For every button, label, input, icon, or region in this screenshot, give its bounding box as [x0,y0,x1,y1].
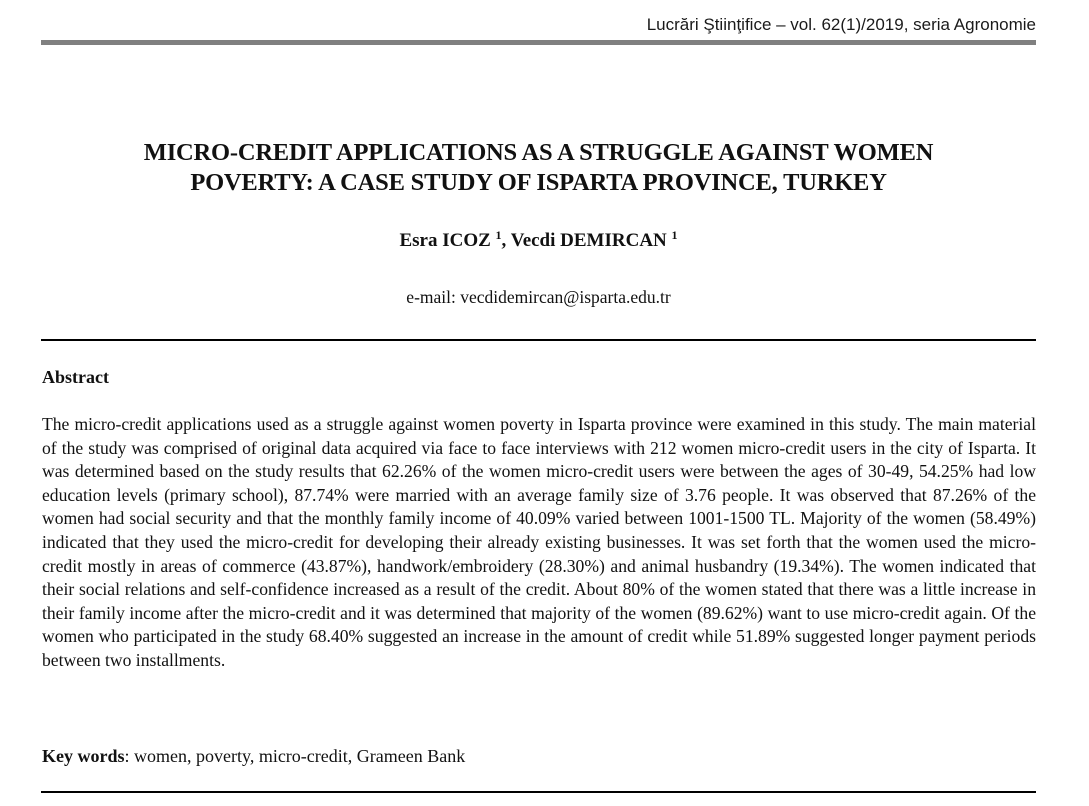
keywords-separator: : [124,746,135,766]
paper-title [41,138,1036,198]
abstract-body: The micro-credit applications used as a struggle against women poverty in Isparta province were examined in this study. The main material of the study was comprised of original data acquired via face to face interviews with 212 women micro-credit users in the city of Isparta. It was determined based on the study results that 62.26% of the women micro-credit users were between the ages of 30-49, 54.25% had low education levels (primary school), 87.74% were married with an average family size of 3.76 people. It was observed that 87.26% of the women had social security and that the monthly family income of 40.09% varied between 1001-1500 TL. Majority of the women (58.49%) indicated that they used the micro-credit for developing their already existing businesses. It was set forth that the women used the micro-credit mostly in areas of commerce (43.87%), handwork/embroidery (28.30%) and animal husbandry (19.34%). The women indicated that their social relations and self-confidence increased as a result of the credit. About 80% of the women stated that there was a little increase in their family income after the micro-credit and it was determined that majority of the women (89.62%) want to use micro-credit again. Of the women who participated in the study 68.40% suggested an increase in the amount of credit while 51.89% suggested longer payment periods between two installments. [42,414,1036,670]
author-name: Vecdi DEMIRCAN [510,230,667,251]
author-affiliation-mark: 1 [671,228,678,242]
header-bar-divider [41,40,1036,45]
keywords-label: Key words [42,746,125,766]
author-affiliation-mark: 1 [495,228,502,242]
author-name: Esra ICOZ [399,230,491,251]
author-separator: , [501,230,511,251]
section-divider-bottom [41,791,1036,793]
section-divider-top [41,339,1036,341]
keywords [42,746,465,767]
paper-title-line: POVERTY: A CASE STUDY OF ISPARTA PROVINCE, TURKEY [190,169,887,196]
abstract-heading: Abstract [42,367,109,387]
author-list [41,230,1036,252]
contact-email: e-mail: vecdidemircan@isparta.edu.tr [406,287,671,307]
paper-title-line: MICRO-CREDIT APPLICATIONS AS A STRUGGLE AGAINST WOMEN [143,139,934,166]
running-header: Lucrări Ştiinţifice – vol. 62(1)/2019, seria Agronomie [646,15,1036,34]
keywords-value: women, poverty, micro-credit, Grameen Bank [134,746,466,766]
